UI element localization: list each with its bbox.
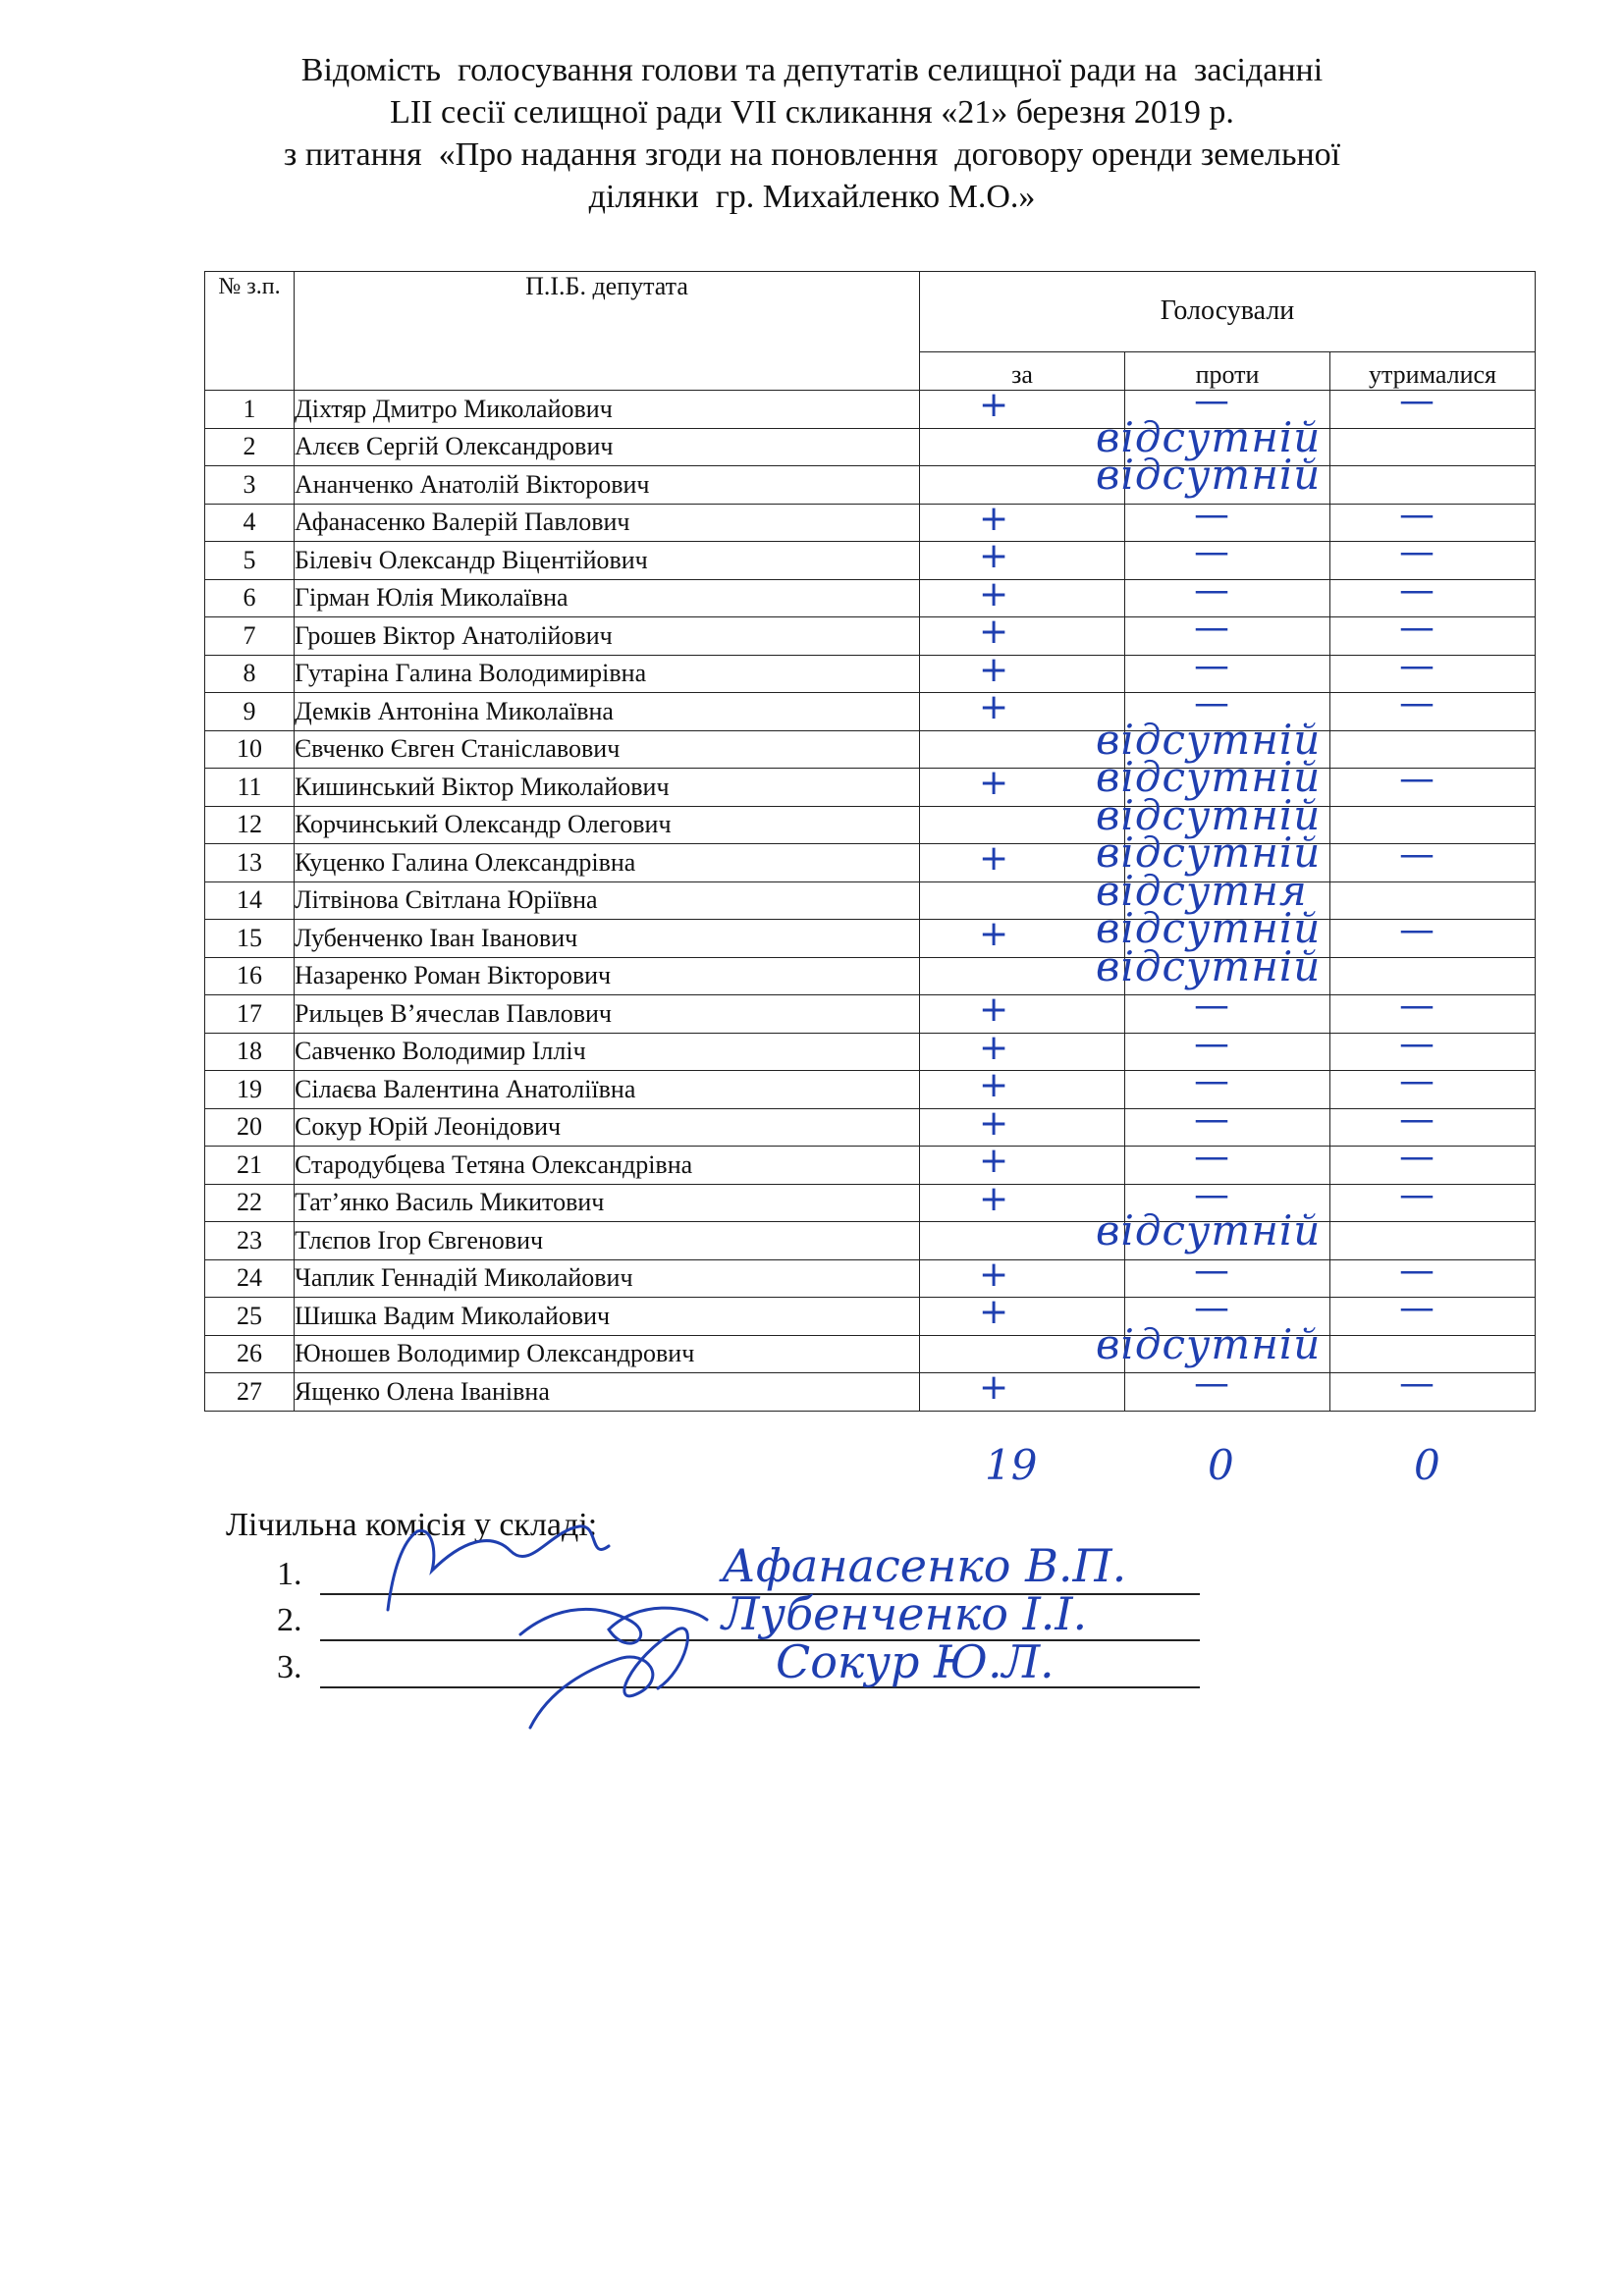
row-number: 8: [205, 655, 295, 693]
plus-mark: +: [979, 687, 1009, 727]
row-number: 22: [205, 1184, 295, 1222]
dash-mark: —: [1399, 608, 1435, 648]
row-number: 23: [205, 1222, 295, 1260]
absent-note: відсутній: [1096, 941, 1322, 990]
total-against: 0: [1208, 1441, 1234, 1489]
dash-mark: —: [1399, 1023, 1435, 1064]
plus-mark: +: [979, 536, 1009, 576]
dash-mark: —: [1194, 569, 1229, 611]
absent-note: відсутній: [1096, 412, 1322, 461]
dash-mark: —: [1399, 1137, 1435, 1177]
dash-mark: —: [1399, 645, 1435, 686]
plus-mark: +: [979, 1178, 1009, 1219]
plus-mark: +: [979, 1065, 1009, 1105]
dash-mark: —: [1194, 683, 1229, 723]
dash-mark: —: [1399, 1098, 1435, 1140]
dash-mark: —: [1194, 532, 1229, 572]
plus-mark: +: [979, 385, 1009, 425]
dash-mark: —: [1399, 1250, 1435, 1291]
dash-mark: —: [1194, 986, 1229, 1026]
row-number: 25: [205, 1298, 295, 1336]
row-number: 16: [205, 957, 295, 995]
deputy-name: Шишка Вадим Миколайович: [295, 1298, 920, 1336]
plus-mark: +: [979, 1292, 1009, 1332]
dash-mark: —: [1194, 1061, 1229, 1101]
row-number: 11: [205, 769, 295, 807]
dash-mark: —: [1399, 759, 1435, 799]
row-number: 9: [205, 693, 295, 731]
title-line-1: Відомість голосування голови та депутатів селищної ради на засіданні: [300, 52, 1324, 88]
dash-mark: —: [1399, 1363, 1435, 1404]
plus-mark: +: [979, 612, 1009, 652]
absent-note: відсутній: [1096, 715, 1322, 764]
plus-mark: +: [979, 1141, 1009, 1181]
dash-mark: —: [1399, 1061, 1435, 1101]
absent-note: відсутній: [1096, 753, 1322, 801]
commission-member-name: Сокур Ю.Л.: [776, 1635, 1055, 1688]
deputy-name: Тлєпов Ігор Євгенович: [295, 1222, 920, 1260]
row-number: 10: [205, 730, 295, 769]
deputy-name: Ященко Олена Іванівна: [295, 1373, 920, 1412]
header-number: № з.п.: [205, 272, 295, 391]
deputy-name: Євченко Євген Станіславович: [295, 730, 920, 769]
title-line-2: LII сесії селищної ради VII скликання «21» березня 2019 р.: [390, 94, 1234, 131]
commission-label: Лічильна комісія у складі:: [226, 1507, 598, 1543]
deputy-name: Юношев Володимир Олександрович: [295, 1335, 920, 1373]
deputy-name: Демків Антоніна Миколаївна: [295, 693, 920, 731]
row-number: 6: [205, 579, 295, 617]
dash-mark: —: [1194, 1098, 1229, 1140]
dash-mark: —: [1194, 1137, 1229, 1177]
dash-mark: —: [1399, 1288, 1435, 1328]
dash-mark: —: [1399, 1174, 1435, 1215]
deputy-name: Куценко Галина Олександрівна: [295, 844, 920, 882]
deputy-name: Грошев Віктор Анатолійович: [295, 617, 920, 656]
deputy-name: Савченко Володимир Ілліч: [295, 1033, 920, 1071]
deputy-name: Діхтяр Дмитро Миколайович: [295, 391, 920, 429]
dash-mark: —: [1194, 1023, 1229, 1064]
row-number: 21: [205, 1147, 295, 1185]
dash-mark: —: [1194, 1174, 1229, 1215]
total-abstained: 0: [1414, 1441, 1440, 1489]
deputy-name: Ананченко Анатолій Вікторович: [295, 466, 920, 505]
header-against: проти: [1125, 351, 1330, 390]
dash-mark: —: [1399, 834, 1435, 875]
row-number: 12: [205, 806, 295, 844]
row-number: 3: [205, 466, 295, 505]
plus-mark: +: [979, 649, 1009, 690]
absent-note: відсутній: [1096, 904, 1322, 952]
header-voted: Голосували: [920, 272, 1536, 352]
dash-mark: —: [1399, 683, 1435, 723]
deputy-name: Алєєв Сергій Олександрович: [295, 428, 920, 466]
absent-note: відсутній: [1096, 1319, 1322, 1368]
row-number: 17: [205, 995, 295, 1034]
dash-mark: —: [1399, 494, 1435, 535]
deputy-name: Кишинський Віктор Миколайович: [295, 769, 920, 807]
header-name: П.І.Б. депутата: [295, 272, 920, 391]
deputy-name: Тат’янко Василь Микитович: [295, 1184, 920, 1222]
deputy-name: Рильцев В’ячеслав Павлович: [295, 995, 920, 1034]
row-number: 5: [205, 542, 295, 580]
row-number: 7: [205, 617, 295, 656]
deputy-name: Сілаєва Валентина Анатоліївна: [295, 1071, 920, 1109]
header-abstained: утрималися: [1330, 351, 1536, 390]
dash-mark: —: [1194, 1363, 1229, 1404]
dash-mark: —: [1194, 608, 1229, 648]
row-number: 19: [205, 1071, 295, 1109]
title-line-3: з питання «Про надання згоди на поновлення договору оренди земельної: [283, 136, 1341, 173]
dash-mark: —: [1399, 910, 1435, 950]
plus-mark: +: [979, 1102, 1009, 1144]
row-number: 13: [205, 844, 295, 882]
row-number: 18: [205, 1033, 295, 1071]
row-number: 2: [205, 428, 295, 466]
row-number: 15: [205, 920, 295, 958]
row-number: 26: [205, 1335, 295, 1373]
title-line-4: ділянки гр. Михайленко М.О.»: [588, 179, 1036, 215]
plus-mark: +: [979, 573, 1009, 614]
commission-number: 1.: [277, 1556, 302, 1592]
header-for: за: [920, 351, 1125, 390]
plus-mark: +: [979, 838, 1009, 879]
deputy-name: Стародубцева Тетяна Олександрівна: [295, 1147, 920, 1185]
plus-mark: +: [979, 498, 1009, 539]
dash-mark: —: [1194, 494, 1229, 535]
plus-mark: +: [979, 1254, 1009, 1295]
commission-number: 3.: [277, 1649, 302, 1685]
total-for: 19: [985, 1441, 1038, 1489]
absent-note: відсутній: [1096, 828, 1322, 877]
dash-mark: —: [1399, 532, 1435, 572]
row-number: 20: [205, 1108, 295, 1147]
commission-number: 2.: [277, 1602, 302, 1638]
commission-member-name: Лубенченко І.І.: [722, 1587, 1088, 1640]
plus-mark: +: [979, 1367, 1009, 1408]
deputy-name: Чаплик Геннадій Миколайович: [295, 1259, 920, 1298]
dash-mark: —: [1399, 986, 1435, 1026]
dash-mark: —: [1194, 1288, 1229, 1328]
commission-member-name: Афанасенко В.П.: [722, 1539, 1127, 1592]
plus-mark: +: [979, 1027, 1009, 1068]
signature-3: [530, 1629, 687, 1728]
deputy-name: Афанасенко Валерій Павлович: [295, 504, 920, 542]
deputy-name: Лубенченко Іван Іванович: [295, 920, 920, 958]
signature-2: [520, 1608, 707, 1643]
row-number: 14: [205, 881, 295, 920]
dash-mark: —: [1194, 1250, 1229, 1291]
deputy-name: Сокур Юрій Леонідович: [295, 1108, 920, 1147]
plus-mark: +: [979, 989, 1009, 1030]
signature-1: [388, 1526, 609, 1610]
dash-mark: —: [1399, 381, 1435, 421]
row-number: 1: [205, 391, 295, 429]
deputy-name: Літвінова Світлана Юріївна: [295, 881, 920, 920]
absent-note: відсутній: [1096, 451, 1322, 499]
row-number: 4: [205, 504, 295, 542]
absent-note: відсутній: [1096, 790, 1322, 839]
dash-mark: —: [1399, 569, 1435, 611]
deputy-name: Назаренко Роман Вікторович: [295, 957, 920, 995]
dash-mark: —: [1194, 645, 1229, 686]
plus-mark: +: [979, 914, 1009, 954]
deputy-name: Корчинський Олександр Олегович: [295, 806, 920, 844]
deputy-name: Гутаріна Галина Володимирівна: [295, 655, 920, 693]
dash-mark: —: [1194, 381, 1229, 421]
deputy-name: Білевіч Олександр Віцентійович: [295, 542, 920, 580]
plus-mark: +: [979, 763, 1009, 803]
absent-note: відсутній: [1096, 1206, 1322, 1255]
row-number: 27: [205, 1373, 295, 1412]
deputy-name: Гірман Юлія Миколаївна: [295, 579, 920, 617]
absent-note: відсутня: [1096, 866, 1308, 915]
row-number: 24: [205, 1259, 295, 1298]
